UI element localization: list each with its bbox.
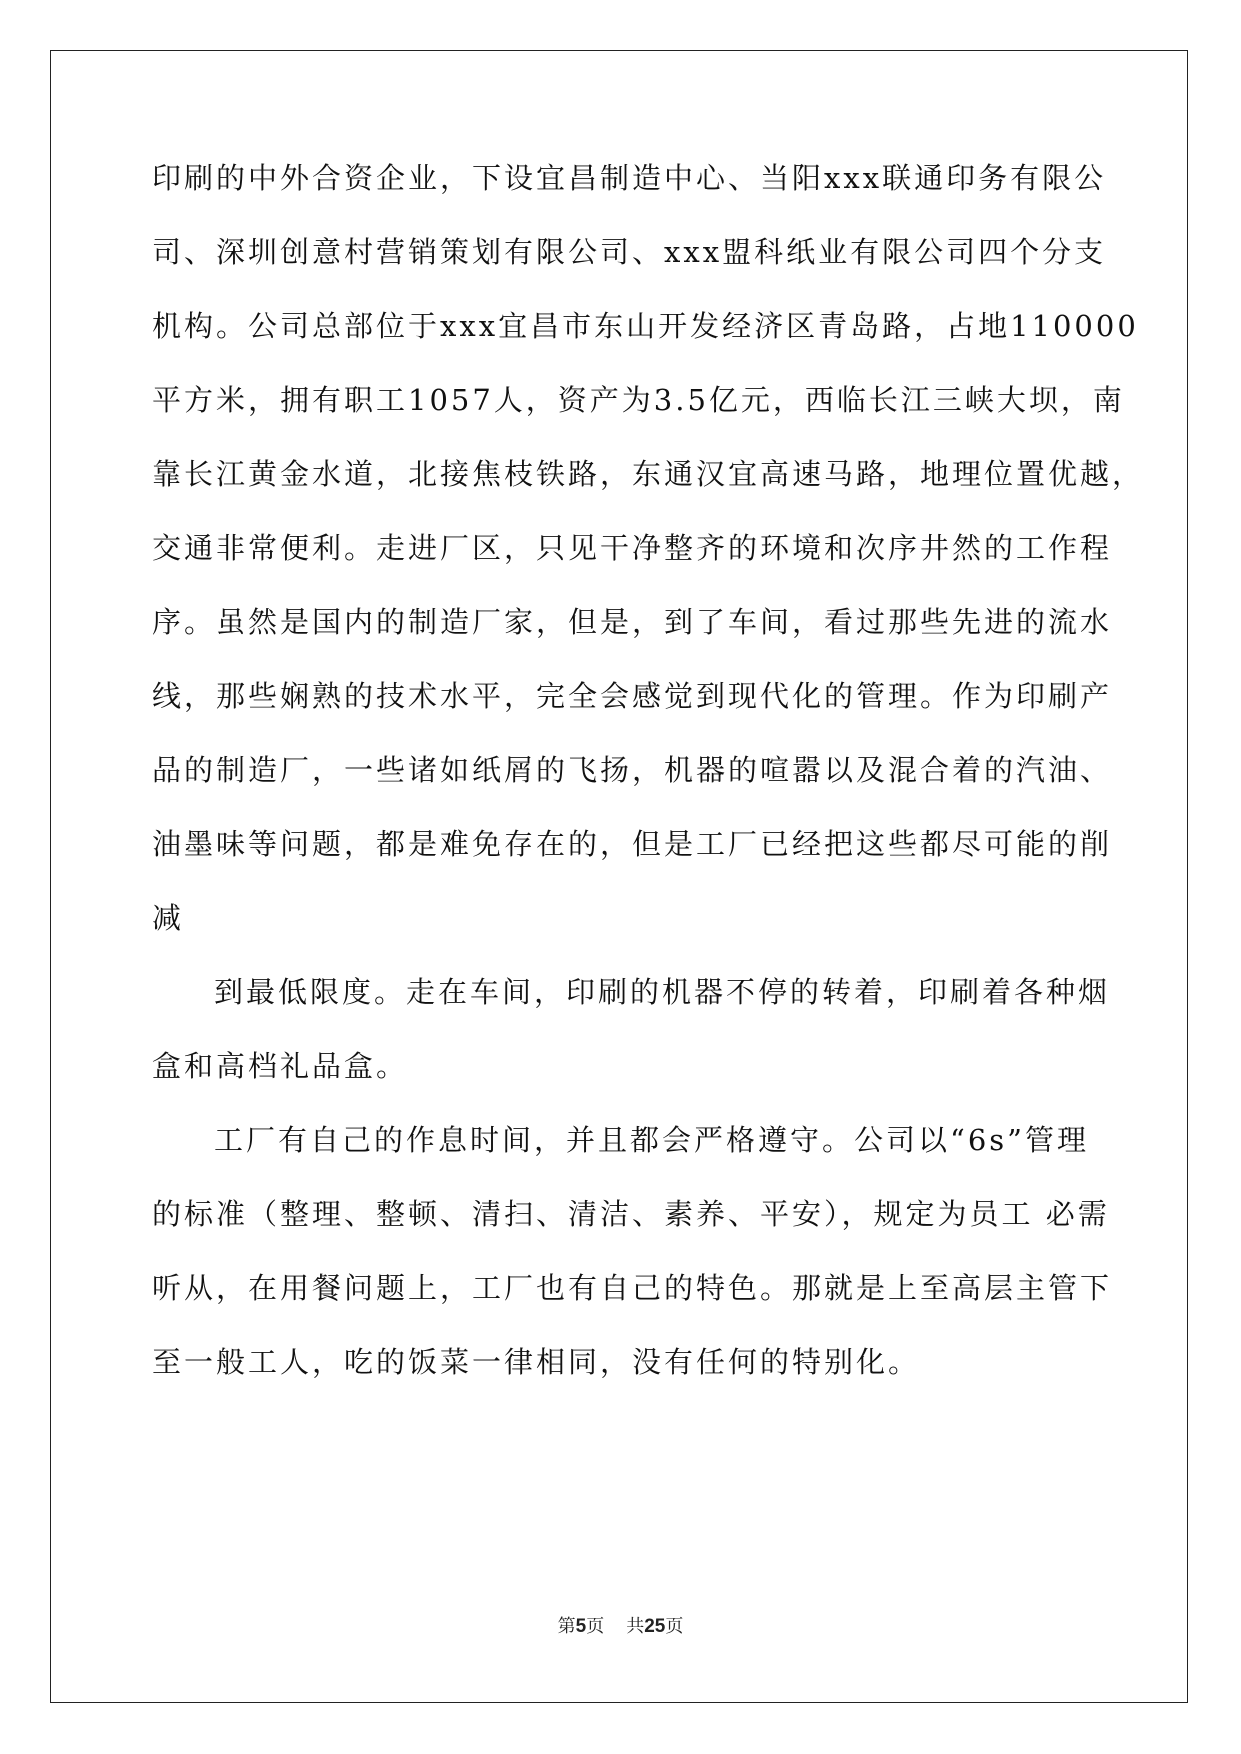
body-line-17: 至一般工人，吃的饭菜一律相同，没有任何的特别化。 <box>152 1345 921 1379</box>
body-line-8: 线，那些娴熟的技术水平，完全会感觉到现代化的管理。作为印刷产 <box>152 679 1113 713</box>
total-prefix: 共 <box>626 1616 645 1637</box>
page-number: 5 <box>575 1616 587 1637</box>
body-line-10: 油墨味等问题，都是难免存在的，但是工厂已经把这些都尽可能的削 <box>152 827 1113 861</box>
body-line-3: 机构。公司总部位于xxx宜昌市东山开发经济区青岛路，占地110000 <box>152 309 1139 343</box>
body-line-16: 听从，在用餐问题上，工厂也有自己的特色。那就是上至高层主管下 <box>152 1271 1113 1305</box>
total-suffix: 页 <box>665 1616 684 1637</box>
body-line-9: 品的制造厂，一些诸如纸屑的飞扬，机器的喧嚣以及混合着的汽油、 <box>152 753 1113 787</box>
body-line-15: 的标准（整理、整顿、清扫、清洁、素养、平安），规定为员工 必需 <box>152 1197 1110 1231</box>
body-line-2: 司、深圳创意村营销策划有限公司、xxx盟科纸业有限公司四个分支 <box>152 235 1107 269</box>
total-pages: 25 <box>644 1616 666 1637</box>
page-prefix: 第 <box>557 1616 576 1637</box>
page-footer <box>0 1616 1241 1638</box>
page-border <box>50 50 1188 1703</box>
body-line-14: 工厂有自己的作息时间，并且都会严格遵守。公司以“6s”管理 <box>214 1123 1089 1157</box>
body-line-11: 减 <box>152 901 185 935</box>
body-line-6: 交通非常便利。走进厂区，只见干净整齐的环境和次序井然的工作程 <box>152 531 1113 565</box>
body-line-1: 印刷的中外合资企业，下设宜昌制造中心、当阳xxx联通印务有限公 <box>152 161 1107 195</box>
page-suffix: 页 <box>586 1616 605 1637</box>
body-line-7: 序。虽然是国内的制造厂家，但是，到了车间，看过那些先进的流水 <box>152 605 1113 639</box>
body-line-5: 靠长江黄金水道，北接焦枝铁路，东通汉宜高速马路，地理位置优越， <box>152 457 1145 491</box>
body-line-13: 盒和高档礼品盒。 <box>152 1049 409 1083</box>
body-line-4: 平方米，拥有职工1057人，资产为3.5亿元，西临长江三峡大坝，南 <box>152 383 1125 417</box>
body-line-12: 到最低限度。走在车间，印刷的机器不停的转着，印刷着各种烟 <box>214 975 1111 1009</box>
